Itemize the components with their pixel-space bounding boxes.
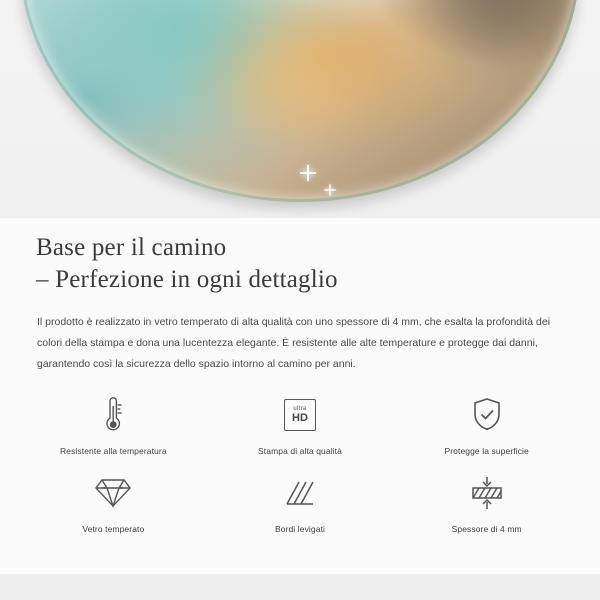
feature-item-surface-protection: [393, 392, 580, 456]
feature-label: Vetro temperato: [82, 524, 145, 534]
feature-label: Bordi levigati: [274, 524, 326, 534]
diamond-icon: [94, 470, 132, 516]
feature-label: Stampa di alta qualità: [258, 446, 342, 456]
feature-label: Spessore di 4 mm: [451, 524, 522, 534]
shield-check-icon: [470, 392, 504, 438]
feature-item-polished-edges: [207, 470, 394, 534]
footer-bar: [0, 574, 600, 600]
feature-item-print-quality: [207, 392, 394, 456]
headline-line-2: – Perfezione in ogni dettaglio: [36, 266, 338, 293]
headline-line-1: Base per il camino: [36, 234, 227, 261]
badge-main-text: HD: [292, 412, 308, 424]
feature-item-thickness: [393, 470, 580, 534]
feature-item-tempered-glass: [20, 470, 207, 534]
ultra-hd-icon: [284, 392, 316, 438]
hero-image: [0, 0, 600, 218]
thickness-arrows-icon: [468, 470, 506, 516]
polished-edges-icon: [283, 470, 317, 516]
feature-item-temperature: [20, 392, 207, 456]
feature-grid: [20, 392, 580, 534]
thermometer-icon: [98, 392, 128, 438]
badge-top-text: ultra: [293, 406, 307, 412]
feature-label: Resistente alla temperatura: [60, 446, 167, 456]
feature-label: Protegge la superficie: [444, 446, 529, 456]
product-description: Il prodotto è realizzato in vetro temperato di alta qualità con uno spessore di 4 mm, che esalta la profondità dei colori della stampa e dona una lucentezza elegante. È resistente alle alte temperature e protegge dai danni, garantendo così la sicurezza dello spazio intorno al camino per anni.: [37, 316, 551, 370]
page-title: [36, 232, 576, 296]
